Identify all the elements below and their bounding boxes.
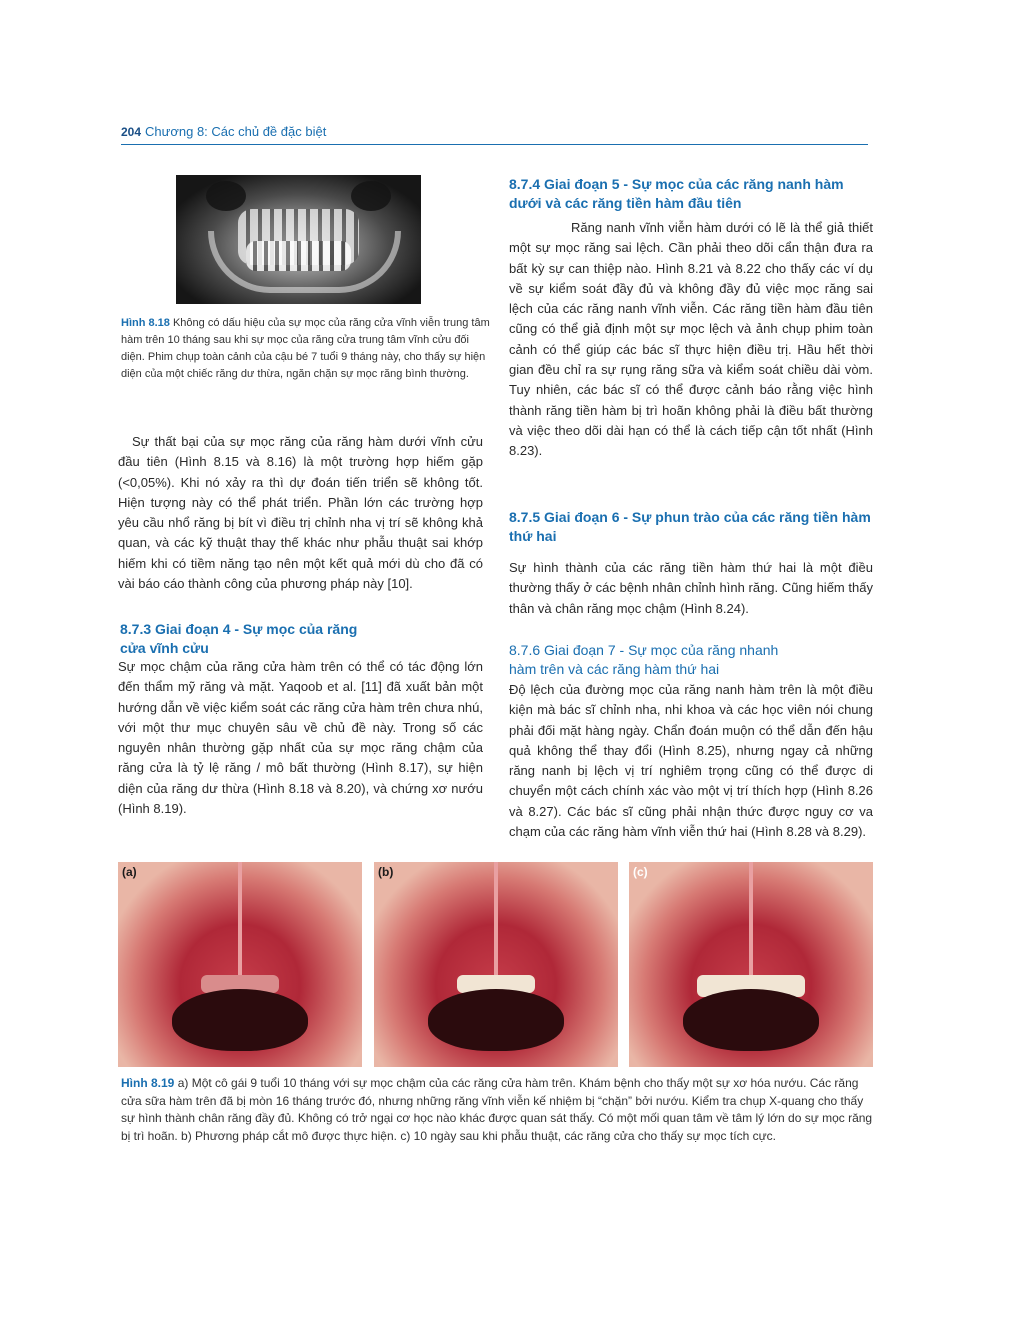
figure-label: Hình 8.18	[121, 317, 170, 329]
section-8-7-5-heading: 8.7.5 Giai đoạn 6 - Sự phun trào của các răng tiền hàm thứ hai	[509, 509, 871, 544]
running-header	[121, 124, 868, 145]
section-8-7-4-heading: 8.7.4 Giai đoạn 5 - Sự mọc của các răng nanh hàm dưới và các răng tiền hàm đầu tiên	[509, 176, 844, 211]
section-8-7-3-heading: 8.7.3 Giai đoạn 4 - Sự mọc của răng cửa vĩnh cửu	[120, 621, 358, 656]
clinical-photo-c	[629, 862, 873, 1067]
section-8-7-4-body: Răng nanh vĩnh viễn hàm dưới có lẽ là thể giả thiết một sự mọc răng sai lệch. Cần phải theo dõi cẩn thận đưa ra bất kỳ sự can thiệp nào. Hình 8.21 và 8.22 cho thấy các ví dụ về sự kiểm soát đầy đủ và không đầy đủ việc mọc răng sai lệch của các răng nanh vĩnh viễn. Các răng tiền hàm đầu tiên cũng có thể giả định một sự mọc lệch và ảnh chụp phim toàn cảnh có thể giúp các bác sĩ thực hiện điều trị. Hầu hết thời gian đều chỉ ra sự rụng răng sữa và kiểm soát chiều dài vòm. Tuy nhiên, các bác sĩ có thể được cảnh báo rằng việc hình thành răng tiền hàm bị trì hoãn không phải là điều bất thường và việc theo dõi dài hạn có thể là cách tiếp cận tốt nhất (Hình 8.23).	[509, 220, 873, 459]
clinical-photo-a	[118, 862, 362, 1067]
panel-label-a: (a)	[122, 865, 137, 879]
figure-8-19-caption	[121, 1075, 873, 1145]
panel-label-c: (c)	[633, 865, 648, 879]
caption-text: Không có dấu hiệu của sự mọc của răng cửa vĩnh viễn trung tâm hàm trên 10 tháng sau khi sự mọc của răng cửa trung tâm vĩnh cửu đối diện. Phim chụp toàn cảnh của cậu bé 7 tuổi 9 tháng này, cho thấy sự hiện diện của một chiếc răng dư thừa, ngăn chặn sự mọc răng bình thường.	[121, 317, 490, 380]
section-8-7-5-body: Sự hình thành của các răng tiền hàm thứ hai là một điều thường thấy ở các bệnh nhân chỉnh hình răng. Cũng hiếm thấy thân và chân răng mọc chậm (Hình 8.24).	[509, 560, 873, 616]
figure-8-18-caption	[121, 315, 491, 383]
chapter-title: Chương 8: Các chủ đề đặc biệt	[145, 124, 327, 139]
figure-label: Hình 8.19	[121, 1076, 175, 1090]
panoramic-xray-image	[176, 175, 421, 304]
section-8-7-6-heading: 8.7.6 Giai đoạn 7 - Sự mọc của răng nhanh hàm trên và các răng hàm thứ hai	[509, 642, 779, 677]
panel-label-b: (b)	[378, 865, 394, 879]
page-number: 204	[121, 125, 142, 139]
section-8-7-3-body: Sự mọc chậm của răng cửa hàm trên có thể có tác động lớn đến thẩm mỹ răng và mặt. Yaqoob et al. [11] đã xuất bản một hướng dẫn về việc kiểm soát các răng cửa hàm trên chưa nhú, với một thư mục chuyên sâu về chủ đề này. Trong số các nguyên nhân thường gặp nhất của sự mọc răng chậm của răng cửa là tỷ lệ răng / mô bất thường (Hình 8.17), sự hiện diện của răng dư thừa (Hình 8.18 và 8.20), và chứng xơ nướu (Hình 8.19).	[118, 659, 483, 817]
section-8-7-6-body: Độ lệch của đường mọc của răng nanh hàm trên là một điều kiện mà bác sĩ chỉnh nha, nhi khoa và các học viên nói chung phải đối mặt hàng ngày. Chẩn đoán muộn có thể dẫn đến hậu quả không thể thay đổi (Hình 8.25), nhưng ngay cả những răng nanh bị lệch vị trí nghiêm trọng cũng có thể được di chuyển một cách chính xác vào một vị trí thích hợp (Hình 8.26 và 8.27). Các bác sĩ cũng phải nhận thức được nguy cơ va chạm của các răng hàm vĩnh viễn thứ hai (Hình 8.28 và 8.29).	[509, 682, 873, 840]
intro-paragraph: Sự thất bại của sự mọc răng của răng hàm dưới vĩnh cửu đầu tiên (Hình 8.15 và 8.16) là một trường hợp hiếm gặp (<0,05%). Khi nó xảy ra thì dự đoán tiến triển sẽ không tốt. Hiện tượng này có thể phát triển. Phần lớn các trường hợp yêu cầu nhổ răng bị bít vì điều trị chỉnh nha vị trí sẽ không khả quan, và các kỹ thuật thay thế khác như phẫu thuật sai khớp hiếm khi có tiềm năng tạo nên một kết quả mới dù cho đã có vài báo cáo thành công của phương pháp này [10].	[118, 434, 483, 592]
clinical-photo-b	[374, 862, 618, 1067]
caption-text: a) Một cô gái 9 tuổi 10 tháng với sự mọc chậm của các răng cửa hàm trên. Khám bệnh cho thấy một sự xơ hóa nướu. Các răng cửa sữa hàm trên đã bị mòn 16 tháng trước đó, nhưng những răng vĩnh viễn kế nhiệm bị “chặn” bởi nướu. Kiểm tra chụp X-quang cho thấy sự hình thành chân răng đầy đủ. Không có trở ngại cơ học nào khác được quan sát thấy. Có một mối quan tâm về tâm lý lớn do sự mọc răng bị trì hoãn. b) Phương pháp cắt mô được thực hiện. c) 10 ngày sau khi phẫu thuật, các răng cửa cho thấy sự mọc tích cực.	[121, 1076, 873, 1143]
